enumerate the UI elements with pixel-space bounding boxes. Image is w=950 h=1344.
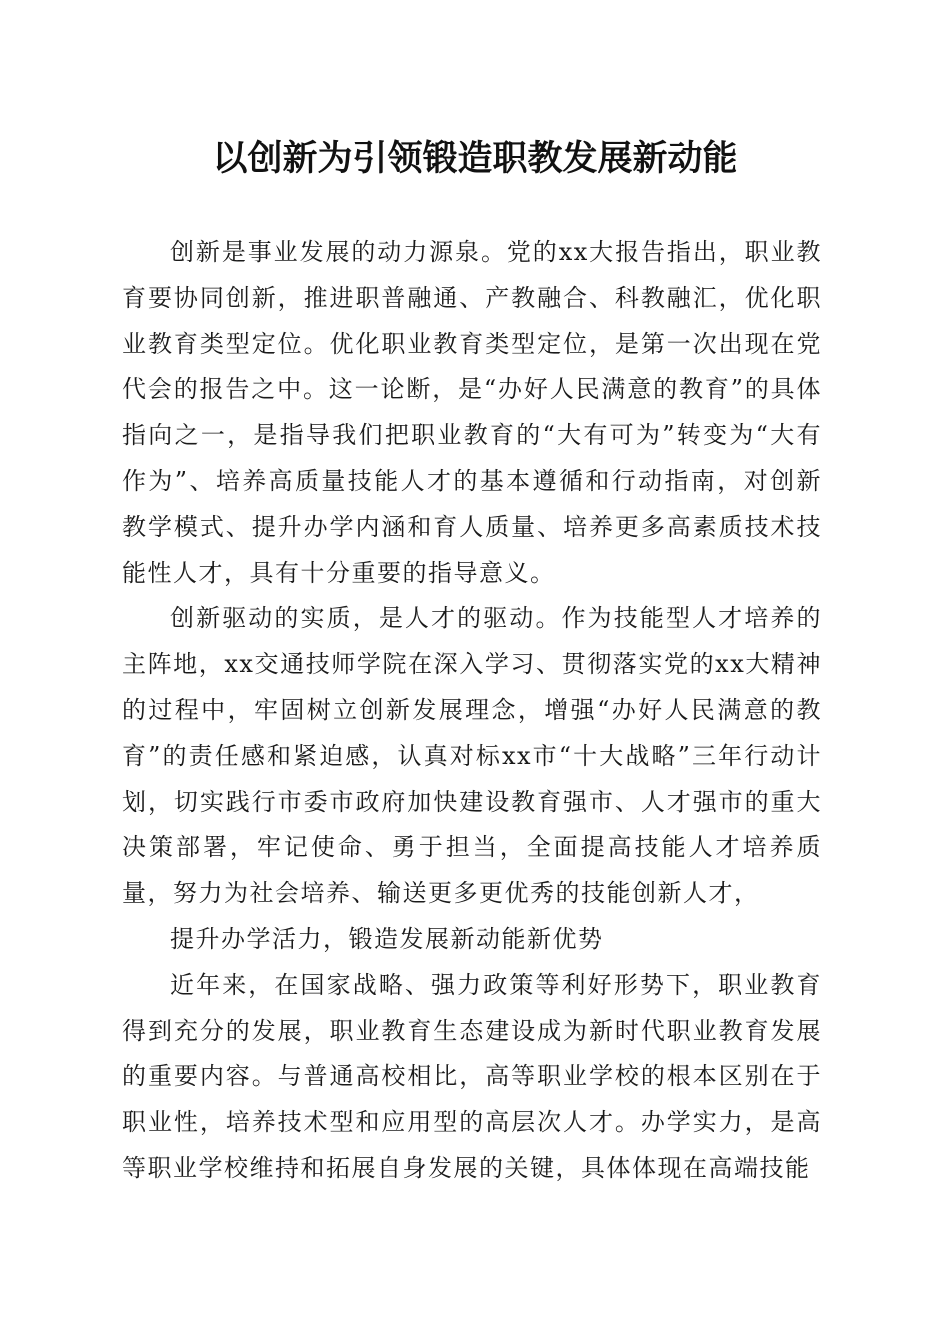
paragraph-3: 近年来，在国家战略、强力政策等利好形势下，职业教育得到充分的发展，职业教育生态建设成为新时代职业教育发展的重要内容。与普通高校相比，高等职业学校的根本区别在于职业性，培养技术型和应用型的高层次人才。办学实力，是高等职业学校维持和拓展自身发展的关键，具体体现在高端技能 — [122, 970, 822, 1182]
document-title: 以创新为引领锻造职教发展新动能 — [212, 138, 738, 179]
section-heading: 提升办学活力，锻造发展新动能新优势 — [170, 924, 604, 953]
paragraph-2: 创新驱动的实质，是人才的驱动。作为技能型人才培养的主阵地，xx交通技师学院在深入学习、贯彻落实党的xx大精神的过程中，牢固树立创新发展理念，增强“办好人民满意的教育”的责任感和紧迫感，认真对标xx市“十大战略”三年行动计划，切实践行市委市政府加快建设教育强市、人才强市的重大决策部署，牢记使命、勇于担当，全面提高技能人才培养质量，努力为社会培养、输送更多更优秀的技能创新人才， — [122, 604, 822, 908]
document-body — [122, 230, 822, 1192]
paragraph-1: 创新是事业发展的动力源泉。党的xx大报告指出，职业教育要协同创新，推进职普融通、产教融合、科教融汇，优化职业教育类型定位。优化职业教育类型定位，是第一次出现在党代会的报告之中。这一论断，是“办好人民满意的教育”的具体指向之一，是指导我们把职业教育的“大有可为”转变为“大有作为”、培养高质量技能人才的基本遵循和行动指南，对创新教学模式、提升办学内涵和育人质量、培养更多高素质技术技能性人才，具有十分重要的指导意义。 — [122, 238, 822, 587]
